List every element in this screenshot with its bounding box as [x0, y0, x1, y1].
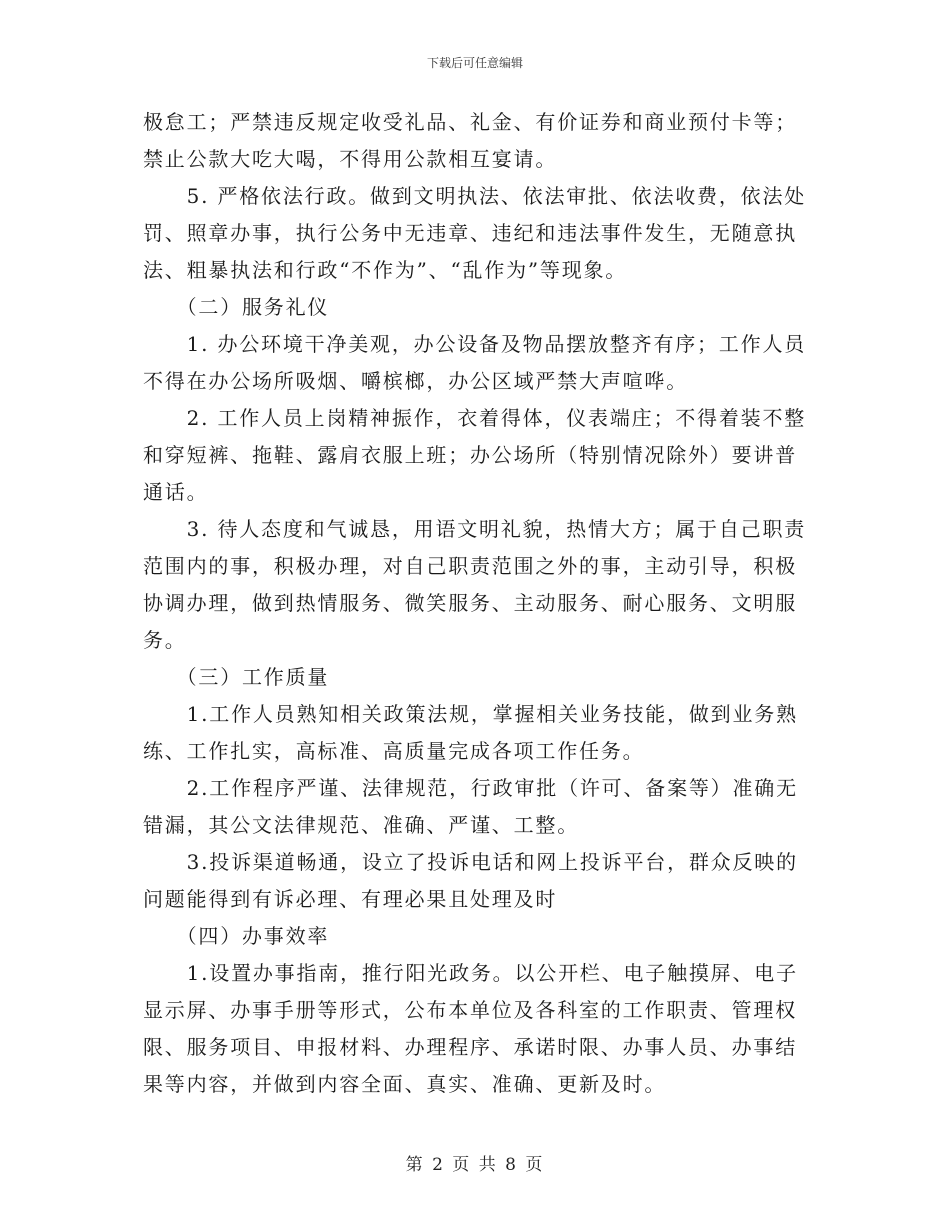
- text-line: （二）服务礼仪: [143, 295, 330, 319]
- text-line: 3.投诉渠道畅通，设立了投诉电话和网上投诉平台，群众反映的: [143, 850, 798, 874]
- text-line: 协调办理，做到热情服务、微笑服务、主动服务、耐心服务、文明服: [143, 591, 797, 615]
- text-line: 禁止公款大吃大喝，不得用公款相互宴请。: [143, 147, 558, 171]
- text-line: 极怠工；严禁违反规定收受礼品、礼金、有价证券和商业预付卡等；: [143, 110, 797, 134]
- text-line: 2. 工作人员上岗精神振作，衣着得体，仪表端庄；不得着装不整: [143, 406, 807, 430]
- page-footer: 第 2 页 共 8 页: [405, 1155, 545, 1175]
- text-line: 显示屏、办事手册等形式，公布本单位及各科室的工作职责、管理权: [143, 998, 797, 1022]
- text-line: 5. 严格依法行政。做到文明执法、依法审批、依法收费，依法处: [143, 184, 807, 208]
- text-line: 1.工作人员熟知相关政策法规，掌握相关业务技能，做到业务熟: [143, 702, 798, 726]
- text-line: （四）办事效率: [143, 924, 330, 948]
- page-header: 下载后可任意编辑: [426, 56, 523, 70]
- text-line: 和穿短裤、拖鞋、露肩衣服上班；办公场所（特别情况除外）要讲普: [143, 443, 797, 467]
- document-body: [143, 104, 807, 1103]
- text-line: 2.工作程序严谨、法律规范，行政审批（许可、备案等）准确无: [143, 776, 798, 800]
- text-line: 法、粗暴执法和行政“不作为”、“乱作为”等现象。: [143, 258, 628, 282]
- text-line: 范围内的事，积极办理，对自己职责范围之外的事，主动引导，积极: [143, 554, 797, 578]
- text-line: 错漏，其公文法律规范、准确、严谨、工整。: [143, 813, 579, 837]
- text-line: 1. 办公环境干净美观，办公设备及物品摆放整齐有序；工作人员: [143, 332, 807, 356]
- text-line: 罚、照章办事，执行公务中无违章、违纪和违法事件发生，无随意执: [143, 221, 797, 245]
- text-line: （三）工作质量: [143, 665, 330, 689]
- text-line: 3. 待人态度和气诚恳，用语文明礼貌，热情大方；属于自己职责: [143, 517, 807, 541]
- text-line: 务。: [143, 628, 187, 652]
- text-line: 不得在办公场所吸烟、嚼槟榔，办公区域严禁大声喧哗。: [143, 369, 688, 393]
- text-line: 练、工作扎实，高标准、高质量完成各项工作任务。: [143, 739, 645, 763]
- text-line: 问题能得到有诉必理、有理必果且处理及时: [143, 887, 558, 911]
- text-line: 通话。: [143, 480, 209, 504]
- text-line: 果等内容，并做到内容全面、真实、准确、更新及时。: [143, 1072, 667, 1096]
- text-line: 限、服务项目、申报材料、办理程序、承诺时限、办事人员、办事结: [143, 1035, 797, 1059]
- text-line: 1.设置办事指南，推行阳光政务。以公开栏、电子触摸屏、电子: [143, 961, 798, 985]
